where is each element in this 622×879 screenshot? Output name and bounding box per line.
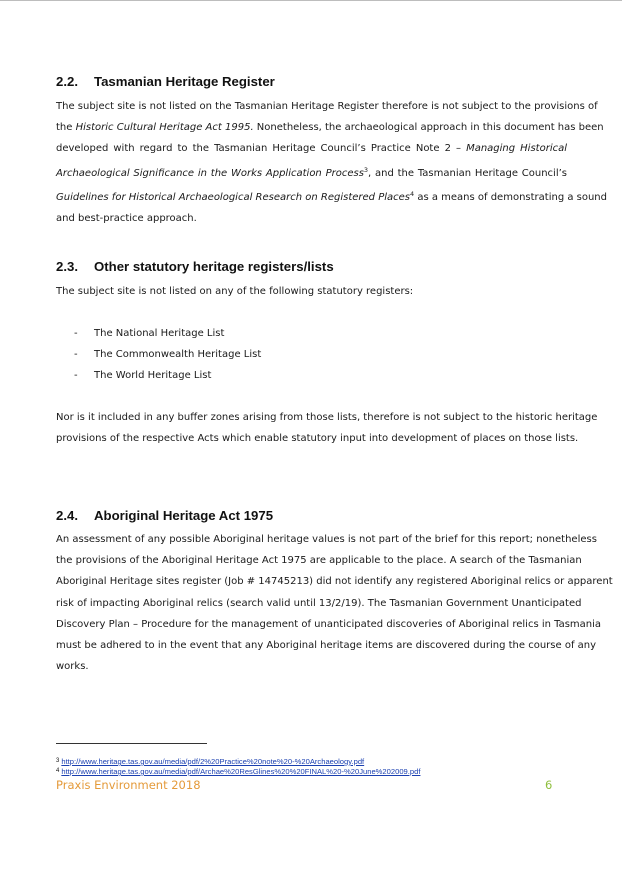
section-number: 2.3. bbox=[56, 259, 78, 274]
italic-text: Historic Cultural Heritage Act 1995. bbox=[75, 122, 254, 134]
list-item: - The Commonwealth Heritage List bbox=[74, 349, 262, 361]
italic-text: Managing Historical bbox=[466, 143, 567, 155]
section-heading-2-4 bbox=[56, 508, 273, 523]
list-item: - The National Heritage List bbox=[74, 328, 225, 339]
footer-company: Praxis Environment 2018 bbox=[56, 778, 201, 792]
italic-text: Guidelines for Historical Archaeological Research on Registered Places bbox=[56, 191, 410, 203]
paragraph-buffer-zones bbox=[56, 407, 598, 449]
paragraph-registers-intro bbox=[56, 281, 567, 302]
italic-text: Archaeological Significance in the Works Application Process bbox=[56, 167, 364, 179]
text-line: and best-practice approach. bbox=[56, 213, 197, 225]
text-line: Archaeological Significance in the Works Application Process$^3$, and the Tasmanian Heritage Council’s bbox=[56, 165, 567, 179]
text-line: the provisions of the Aboriginal Heritage Act 1975 are applicable to the place. A search of the Tasmanian bbox=[56, 555, 582, 567]
text-line: risk of impacting Aboriginal relics (search valid until 13/2/19). The Tasmanian Government Unanticipated bbox=[56, 597, 582, 609]
section-heading-2-2 bbox=[56, 74, 275, 89]
page-number: 6 bbox=[545, 778, 553, 792]
section-title: Aboriginal Heritage Act 1975 bbox=[94, 508, 274, 523]
text-line: works. bbox=[56, 661, 89, 673]
footnote-reference: 3 bbox=[363, 165, 369, 174]
text-line: The subject site is not listed on any of the following statutory registers: bbox=[56, 286, 414, 297]
section-title: Tasmanian Heritage Register bbox=[94, 74, 275, 89]
footnote-3: $^3$ http://www.heritage.tas.gov.au/media/pdf/2%20Practice%20note%20-%20Archaeology.pdf bbox=[56, 757, 365, 766]
paragraph-aboriginal-heritage bbox=[56, 529, 613, 677]
footnote-separator bbox=[56, 743, 207, 744]
text-line: the Historic Cultural Heritage Act 1995. Nonetheless, the archaeological approach in this document has been bbox=[56, 122, 604, 134]
footnote-link[interactable]: http://www.heritage.tas.gov.au/media/pdf/Archae%20ResGlines%20%20FINAL%20-%20June%202009.pdf bbox=[61, 767, 421, 776]
text-line: Aboriginal Heritage sites register (Job # 14745213) did not identify any registered Aboriginal relics or apparent bbox=[56, 576, 613, 588]
text-line: developed with regard to the Tasmanian Heritage Council’s Practice Note 2 – Managing Historical bbox=[56, 143, 567, 155]
text-line: must be adhered to in the event that any Aboriginal heritage items are discovered during the course of any bbox=[56, 640, 597, 652]
text-line: The subject site is not listed on the Tasmanian Heritage Register therefore is not subject to the provisions of bbox=[56, 101, 598, 112]
section-title: Other statutory heritage registers/lists bbox=[94, 259, 334, 274]
section-number: 2.4. bbox=[56, 508, 78, 523]
top-border bbox=[0, 0, 622, 1]
text-line: provisions of the respective Acts which enable statutory input into development of places on those lists. bbox=[56, 433, 579, 445]
paragraph-tasmanian-heritage bbox=[56, 96, 607, 229]
section-number: 2.2. bbox=[56, 74, 78, 89]
text-line: Discovery Plan – Procedure for the management of unanticipated discoveries of Aboriginal relics in Tasmania bbox=[56, 618, 602, 630]
text-line: Nor is it included in any buffer zones arising from those lists, therefore is not subject to the historic heritage bbox=[56, 412, 598, 423]
text-line: Guidelines for Historical Archaeological Research on Registered Places$^4$ as a means of demonstrating a sound bbox=[56, 189, 607, 203]
footnote-reference: 4 bbox=[410, 189, 415, 198]
footnote-4: $^4$ http://www.heritage.tas.gov.au/media/pdf/Archae%20ResGlines%20%20FINAL%20-%20June%202009.pdf bbox=[56, 767, 421, 776]
registers-list bbox=[56, 323, 261, 387]
footnote-link[interactable]: http://www.heritage.tas.gov.au/media/pdf/2%20Practice%20note%20-%20Archaeology.pdf bbox=[61, 757, 365, 766]
list-item: - The World Heritage List bbox=[74, 370, 212, 382]
section-heading-2-3 bbox=[56, 259, 334, 274]
text-line: An assessment of any possible Aboriginal heritage values is not part of the brief for this report; nonetheless bbox=[56, 534, 597, 545]
